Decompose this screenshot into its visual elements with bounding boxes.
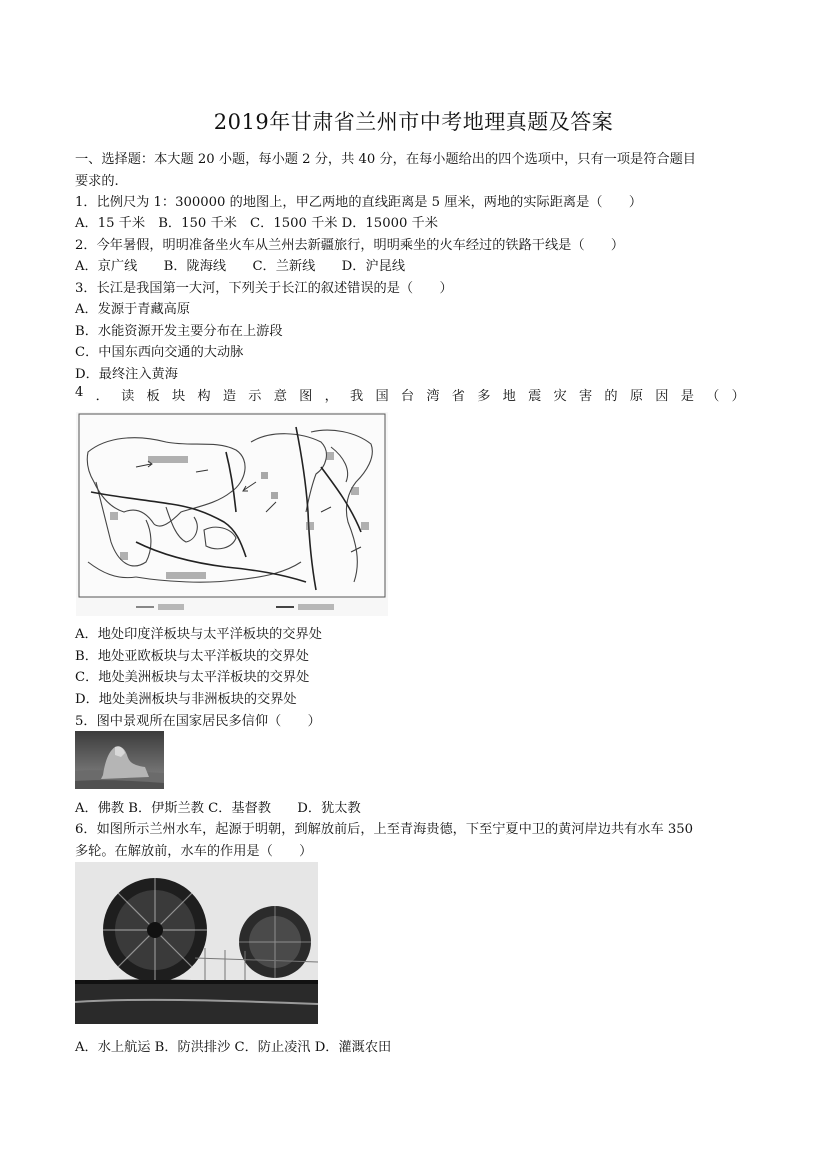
section-intro-line-2: 要求的. bbox=[75, 174, 119, 189]
question-5-options: A．佛教 B．伊斯兰教 C．基督教 D．犹太教 bbox=[75, 801, 361, 816]
question-3-option-c: C．中国东西向交通的大动脉 bbox=[75, 345, 244, 360]
question-4-stem: 4 ． 读 板 块 构 造 示 意 图 ， 我 国 台 湾 省 多 地 震 灾 害 的 原 因 是 （ ） bbox=[75, 385, 745, 404]
plate-tectonics-map bbox=[76, 412, 388, 616]
waterwheel-photo bbox=[75, 862, 318, 1024]
question-3-option-d: D．最终注入黄海 bbox=[75, 367, 178, 382]
question-6-stem-line-1: 6．如图所示兰州水车，起源于明朝，到解放前后，上至青海贵德，下至宁夏中卫的黄河岸边共有水车 350 bbox=[75, 822, 693, 837]
question-6-stem-line-2: 多轮。在解放前，水车的作用是（ ） bbox=[75, 844, 313, 859]
question-4-option-c: C．地处美洲板块与太平洋板块的交界处 bbox=[75, 670, 310, 685]
question-3-option-a: A．发源于青藏高原 bbox=[75, 302, 191, 317]
section-intro-line-1: 一、选择题：本大题 20 小题，每小题 2 分，共 40 分，在每小题给出的四个选项中，只有一项是符合题目 bbox=[75, 152, 696, 167]
question-4-option-d: D．地处美洲板块与非洲板块的交界处 bbox=[75, 692, 297, 707]
question-3-stem: 3．长江是我国第一大河，下列关于长江的叙述错误的是（ ） bbox=[75, 281, 453, 296]
question-2-stem: 2．今年暑假，明明准备坐火车从兰州去新疆旅行，明明乘坐的火车经过的铁路干线是（ ） bbox=[75, 238, 625, 253]
question-6-options: A．水上航运 B．防洪排沙 C．防止凌汛 D．灌溉农田 bbox=[75, 1040, 392, 1055]
sphinx-photo bbox=[75, 731, 164, 789]
question-3-option-b: B．水能资源开发主要分布在上游段 bbox=[75, 324, 283, 339]
page-title: 2019年甘肃省兰州市中考地理真题及答案 bbox=[213, 110, 614, 134]
question-2-options: A．京广线 B．陇海线 C．兰新线 D．沪昆线 bbox=[75, 259, 406, 274]
question-4-option-a: A．地处印度洋板块与太平洋板块的交界处 bbox=[75, 627, 322, 642]
question-1-stem: 1．比例尺为 1：300000 的地图上，甲乙两地的直线距离是 5 厘米，两地的实际距离是（ ） bbox=[75, 195, 643, 210]
question-4-option-b: B．地处亚欧板块与太平洋板块的交界处 bbox=[75, 649, 309, 664]
question-1-options: A．15 千米 B．150 千米 C．1500 千米 D．15000 千米 bbox=[75, 216, 438, 231]
question-5-stem: 5．图中景观所在国家居民多信仰（ ） bbox=[75, 714, 321, 729]
